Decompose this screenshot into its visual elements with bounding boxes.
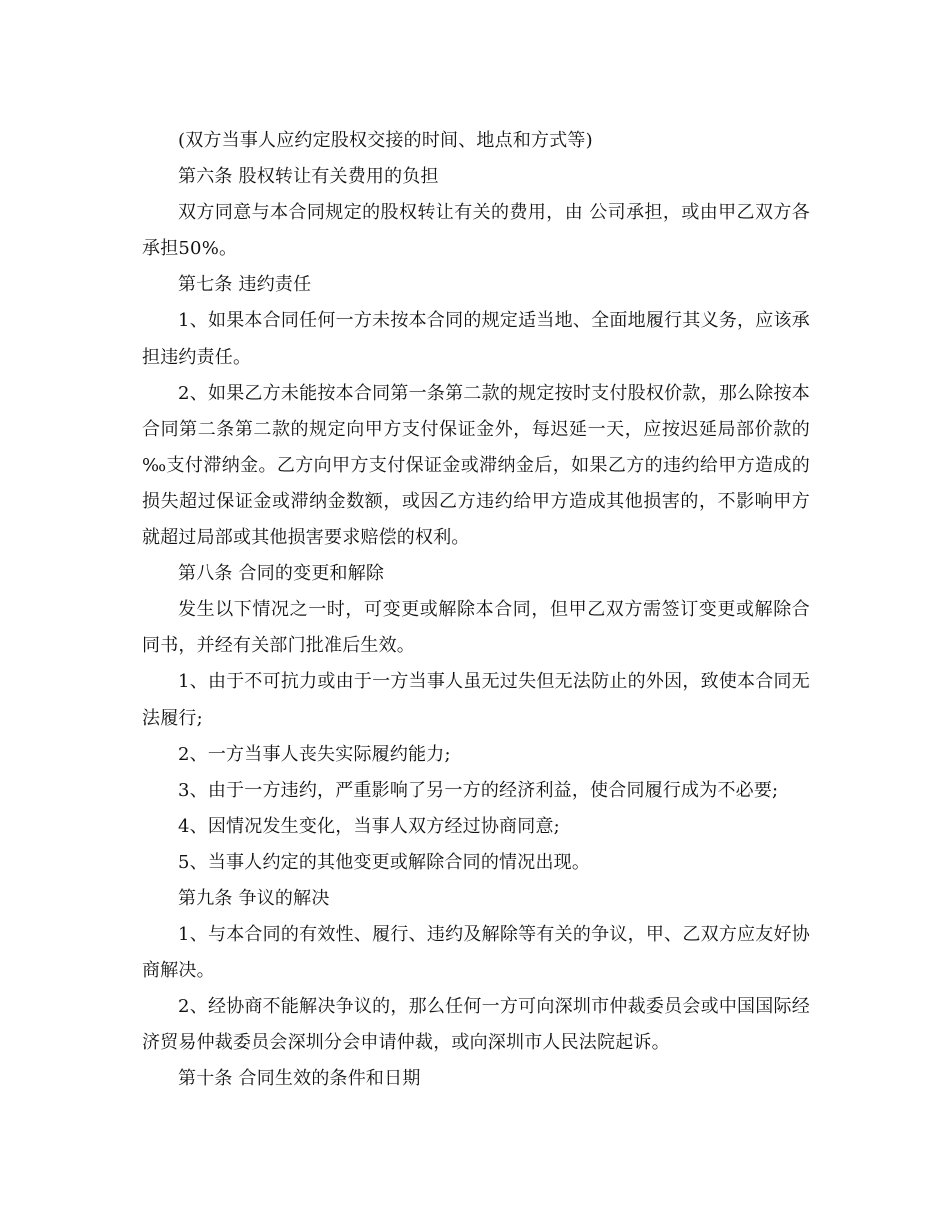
heading-article-10: 第十条 合同生效的条件和日期 [178, 1068, 421, 1090]
paragraph-breach-1: 1、如果本合同任何一方未按本合同的规定适当地、全面地履行其义务，应该承担违约责任。 [142, 310, 810, 368]
paragraph-change-2: 2、一方当事人丧失实际履约能力; [178, 743, 451, 765]
paragraph-dispute-1: 1、与本合同的有效性、履行、违约及解除等有关的争议，甲、乙双方应友好协商解决。 [142, 924, 810, 982]
paragraph-change-4: 4、因情况发生变化，当事人双方经过协商同意; [178, 815, 560, 837]
paragraph-breach-2: 2、如果乙方未能按本合同第一条第二款的规定按时支付股权价款，那么除按本合同第二条第二款的规定向甲方支付保证金外，每迟延一天，应按迟延局部价款的 ‰支付滞纳金。乙方向甲方支付保证金或滞纳金后，如果乙方的违约给甲方造成的损失超过保证金或滞纳金数额，或因乙方违约给甲方造成其他损害的，不影响甲方就超过局部或其他损害要求赔偿的权利。 [142, 382, 810, 549]
paragraph-change-1: 1、由于不可抗力或由于一方当事人虽无过失但无法防止的外因，致使本合同无法履行; [142, 671, 810, 729]
document-body [142, 123, 810, 1098]
paragraph-change-5: 5、当事人约定的其他变更或解除合同的情况出现。 [178, 851, 591, 873]
heading-article-9: 第九条 争议的解决 [178, 887, 330, 909]
paragraph-transfer-note: (双方当事人应约定股权交接的时间、地点和方式等) [178, 130, 593, 151]
paragraph-change-intro: 发生以下情况之一时，可变更或解除本合同，但甲乙双方需签订变更或解除合同书，并经有关部门批准后生效。 [142, 599, 810, 657]
heading-article-6: 第六条 股权转让有关费用的负担 [178, 166, 439, 188]
paragraph-fee-sharing: 双方同意与本合同规定的股权转让有关的费用，由 公司承担，或由甲乙双方各承担50%。 [142, 202, 810, 260]
paragraph-change-3: 3、由于一方违约，严重影响了另一方的经济利益，使合同履行成为不必要; [178, 779, 779, 801]
heading-article-7: 第七条 违约责任 [178, 274, 312, 296]
heading-article-8: 第八条 合同的变更和解除 [178, 563, 385, 585]
paragraph-dispute-2: 2、经协商不能解决争议的，那么任何一方可向深圳市仲裁委员会或中国国际经济贸易仲裁委员会深圳分会申请仲裁，或向深圳市人民法院起诉。 [142, 996, 810, 1054]
